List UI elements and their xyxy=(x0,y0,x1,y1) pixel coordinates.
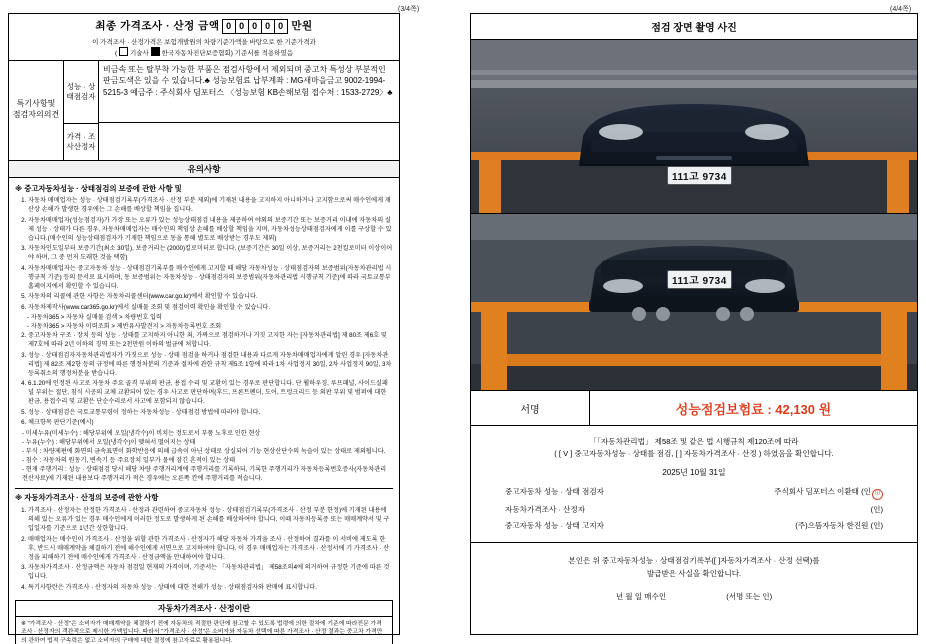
list-item: 4. 6.1.20에 인정된 사고로 자동차 주요 골격 부위의 판금, 용접 수리 및 교환이 있는 경우로 판단합니다. 단 휠하우징, 루프패널, 사이드실패널 부위는 절단, 침식 시공의 교체 교환되어 있는 경우 사고로 판단하며(후드, 프론트펜더, 도어, 트렁크리드 등 외판 부위 및 범퍼에 대한 판금, 용접수리 및 교환은 단순수리로서 사고에 포함되지 않습니다. xyxy=(28,380,393,407)
signatory-label: 중고자동차 성능 · 상태 점검자 xyxy=(505,487,604,497)
buyer-confirmation xyxy=(471,543,917,604)
list-item: 6. 자동차제작사(www.car365.go.kr)에서 실매물 조회 및 점검이력 확인을 확인할 수 있습니다. xyxy=(28,304,393,313)
list-item: 4. 자동차매매업자는 중고자동차 성능 · 상태점검기록부를 매수인에게 고지할 때 해당 자동차성능 · 상태점검자의 보증범위(자동차관리법 시행규칙 기준) 등의 문서로 표시하며, 동 보증범위는 자동차성능 · 상태점검자의 보증범위(자동차관리법 시행규칙 기준)에 따라 국토교통부 홈페이지에서 확인할 수 있습니다. xyxy=(28,265,393,292)
signatory-value: 주식회사 딤포터스 이환태 (인 印 xyxy=(774,486,883,500)
amount-unit: 만원 xyxy=(291,20,313,32)
buyer-sign-field: (서명 또는 인) xyxy=(726,592,773,602)
left-document xyxy=(8,13,400,644)
signature-row xyxy=(471,391,917,426)
section1-list xyxy=(15,197,393,312)
criteria-item: - 현재 주행거리 : 성능 · 상태점검 당시 해당 차량 주행거리계에 주행거리를 기록하되, 기록한 주행거리가 자동차등록번호증사(자동차관리 전산자료)에 기재된 내용보다 주행거리가 적은 경우에는 오른쪽 칸에 주행거리를 적습니다. xyxy=(22,465,387,482)
signatory-label: 자동차가격조사 · 산정자 xyxy=(505,505,586,515)
label-engineer: 기술사 xyxy=(129,49,149,57)
list-item: 3. 자동차인도일부터 보증기간(최소 30일), 보증거리는 (2000)킬로미터로 합니다. (보증기간은 30일 이상, 보증거리는 2천킬로미터 이상이어야 하며, 그 중 먼저 도래한 것을 택함) xyxy=(28,245,393,263)
list-item: 2. 매매업자는 매수인이 가격조사 · 산정을 위할 관한 가격조사 · 산정자가 해당 자동차 가격을 조사 · 산정하여 결과를 이 서비에 제도록 한 후, 반드시 매매계약을 체결하기 전에 해수인에게 서면으로 고지하여야 합니다. 이 경우 매매업자는 가격조사 · 산정서에 기 가격조사 · 산정을 피해하기 전에 매수인에게 가격조사 · 산정금액을 안내하여야 합니다. xyxy=(28,536,393,563)
criteria-item: - 미세누유(미세누수) : 해당부위에 오일(냉각수)이 비치는 정도로서 부품 노후로 인한 현상 xyxy=(22,429,261,437)
buyer-line-1: 본인은 위 중고자동차성능 · 상태점검기록부([ ]자동차가격조사 · 산정 선택)를 xyxy=(568,556,820,566)
page-marker-right: (4/4쪽) xyxy=(890,6,912,13)
list-item: 1. 가격조사 · 산정자는 산정한 가격조사 · 산정과 관련하여 중고자동차 성능 · 상태점검기록부(가격조사 · 산정 부분 한정)에 기재된 내용에 의해 있는 오류가 있는 경우 매수인에게 이러한 정도로 발생하게 된 손해를 배상하여야 합니다. 이때 자동차등록증 또는 매매계약서 및 구입일자를 기준으로 1년간 상한합니다. xyxy=(28,507,393,534)
opinion-table xyxy=(9,61,399,161)
list-item: 3. 자동차가격조사 · 산정금액은 자동차 점검일 현재의 가격이며, 기준서는 「자동차관리법」 제58조의4에 의거하여 규정한 기준에 따른 것입니다. xyxy=(28,564,393,582)
inspection-photo-lift xyxy=(471,214,917,391)
section1-title: ※ 중고자동차성능 · 상태점검의 보증에 관한 사항 및 xyxy=(15,183,182,193)
inspector-comment: 비금속 또는 탈부착 가능한 부품은 점검사항에서 제외되며 중고차 특성상 부분적인 판금도색은 있을 수 있습니다.♣ 성능보험료 납부계좌 : MG새마을금고 9002-1994-5215-3 예금주 : 주식회사 딤포터스 〈성능보험 KB손해보험 접수처 : 1533-2729〉♣ xyxy=(99,61,399,123)
amount-digit: 0 xyxy=(235,19,249,34)
list-item: 6. 체크항목 판단기준(예시) xyxy=(28,419,393,428)
amount-digit: 0 xyxy=(248,19,262,34)
signatory-rows xyxy=(487,486,901,532)
list-item: 1. 자동차 매매업자는 성능 · 상태점검기록부(가격조사 · 산정 부분 제외)에 기재된 내용을 고지하지 아니하거나 고지함으로써 매수인에게 재산상 손해가 발생한 경우에는 그 손해를 배상할 책임을 집니다. xyxy=(28,197,393,215)
license-plate-front: 111고 9734 xyxy=(667,166,732,185)
checkbox-association[interactable] xyxy=(151,47,160,56)
section2-list xyxy=(15,507,393,592)
price-note-1: 이 가격조사 · 산정가격은 보험개발원의 차량기준가액을 바탕으로 한 기준가격과 xyxy=(92,38,316,46)
signatory-value: (인) xyxy=(870,505,883,515)
definition-box-body: ※ "가격조사 · 산정"은 소비자가 매매계약을 체결하기 전에 자동차의 적절한 판단에 참고할 수 있도록 법령에 의한 절차에 기준에 따라전문 가격조사 · 산정자의 객관적으로 제시한 가액입니다. 따라서 "가격조사 · 산정"은 소비자와 자동차 선택에 따른 가격조사 · 산정 결과는 중고차 가격만의 관하여 법적 구속력은 없고 소비자의 구매에 대한 결정에 참고자료로 활용됩니다. xyxy=(15,617,393,644)
paren-open: ( xyxy=(115,49,118,57)
insurance-fee: 성능점검보험료 : 42,130 원 xyxy=(675,401,832,417)
amount-boxes xyxy=(223,19,288,34)
price-note-2 xyxy=(9,47,399,60)
legal-line-1: 「「자동차관리법」 제58조 및 같은 법 시행규칙 제120조에 따라 xyxy=(589,437,799,446)
table-row xyxy=(505,504,883,516)
list-item: 5. 자동차의 리콜에 관한 사항은 자동차리콜센터(www.car.go.kr)에서 확인할 수 있습니다. xyxy=(28,293,393,302)
list-subitem: - 자동차365 > 자동차 이력조회 > 제반유사발견지 > 자동차등록번호 조회 xyxy=(27,323,222,331)
checkbox-engineer[interactable] xyxy=(119,47,128,56)
list-item: 2. 중고자동차 구조 · 장치 등의 성능 · 상태를 고지하지 아니한 죄, 가짜으로 점검하거나 거짓 고지한 자는 [자동차관리법] 제 80조 제6호 및 제7호에 따라 2년 이하의 징역 또는 2천만원 이하의 벌금에 처합니다. xyxy=(28,332,393,350)
legal-statement xyxy=(471,426,917,543)
seal-icon: 印 xyxy=(872,489,883,500)
opinion-row-header: 특기사항및 점검자의의견 xyxy=(9,61,64,160)
buyer-line-2: 발급받은 사실을 확인합니다. xyxy=(646,569,742,579)
opinion-values xyxy=(99,61,399,160)
opinion-subheaders xyxy=(64,61,99,160)
page-marker-left: (3/4쪽) xyxy=(398,6,420,13)
amount-digit: 0 xyxy=(222,19,236,34)
definition-box-title: 자동차가격조사 · 산정이란 xyxy=(15,600,393,617)
caution-bar: 유의사항 xyxy=(9,161,399,178)
issue-date: 2025년 10월 31일 xyxy=(662,468,726,478)
signatory-label: 중고자동차 성능 · 상태 고지자 xyxy=(505,521,604,531)
right-document xyxy=(470,13,918,635)
inspector-label: 성능 · 상태점검자 xyxy=(64,61,98,124)
criteria-item: - 누유(누수) : 해당부위에서 오일(냉각수)이 맺혀서 떨어지는 상태 xyxy=(22,438,196,446)
license-plate-rear: 111고 9734 xyxy=(667,270,732,289)
label-association: 한국자동차진단보증협회) 기준서를 적용하였음 xyxy=(161,49,293,57)
photo-lift-illustration xyxy=(471,214,917,390)
list-item: 2. 자동차매매업자(성능점검자)가 가장 또는 오류가 있는 성능상태점검 내용을 제공하여 야외의 보증기간 또는 보증거리 이내에 자동차의 실제 성능 · 상태가 다른 경우, 자동차매매업자는 매수인의 책임상 손해를 배상할 책임을 지며, 자동차성능상태점검자에게 이를 구상할 수 있습니다.(매수인의 성능상태점검자가 기재한 책임으로 동을 통해 별도로 배상받는 경우도 제외) xyxy=(28,217,393,244)
price-header xyxy=(9,14,399,61)
price-title-row xyxy=(9,14,399,36)
appraiser-label: 가격 · 조사산정자 xyxy=(66,131,96,151)
criteria-item: - 부식 : 차량제편에 화면의 금속표면이 화학반응에 의해 급속이 아닌 상태로 상실되어 기능 현상산단수의 녹슬이 있는 상태로 제외됩니다. xyxy=(22,447,386,455)
caution-body xyxy=(9,178,399,597)
price-title: 최종 가격조사 · 산정 금액 xyxy=(95,20,220,32)
section1-list-2 xyxy=(15,332,393,428)
legal-line-2: ( [ V ] 중고자동차성능 · 상태를 점검, [ ] 자동차가격조사 · 산정 ) 하였음을 확인합니다. xyxy=(554,449,834,459)
photo-section-title: 점검 장면 촬영 사진 xyxy=(471,14,917,40)
photo-front-illustration xyxy=(471,40,917,213)
table-row xyxy=(505,486,883,500)
appraiser-comment xyxy=(99,123,399,159)
list-item: 4. 특기사항란은 가격조사 · 산정자의 자동차 성능 · 상태에 대한 견해가 성능 · 상태점검자와 판매에 표시합니다. xyxy=(28,584,393,593)
table-row xyxy=(505,520,883,532)
inspection-photo-front xyxy=(471,40,917,214)
signature-label: 서명 xyxy=(471,391,590,425)
amount-digit: 0 xyxy=(274,19,288,34)
signatory-value: (주)으뜸자동차 한진원 (인) xyxy=(795,521,883,531)
section2-title: ※ 자동차가격조사 · 산정의 보증에 관한 사항 xyxy=(15,493,159,503)
amount-digit: 0 xyxy=(261,19,275,34)
list-subitem: - 자동차365 > 자동차 실매물 검색 > 차량번호 입력 xyxy=(27,314,162,322)
buyer-date-field: 년 월 일 매수인 xyxy=(615,592,667,602)
list-item: 3. 성능 · 상태점검자자동차관리법자가 가짓으로 성능 · 상태 점검을 하거나 점검한 내용과 다르게 자동차매매업자에게 알린 경우 [자동차관리법] 제 82조 제2항 등의 규정에 따른 행정처분의 기준과 절차에 관한 규칙 제5조 1항에 따라 1차 사업정지 30일, 2차 사업정지 90일, 3차 등록취소의 행정처분을 받습니다. xyxy=(28,352,393,379)
list-item: 5. 성능 · 상태점검은 국토교통부령이 정하는 자동차성능 · 상태점검 방법에 따라야 합니다. xyxy=(28,409,393,418)
criteria-item: - 침수 : 자동차의 원동기, 변속기 등 주요장치 일부가 물에 잠긴 흔적이 있는 상태 xyxy=(22,456,236,464)
divider xyxy=(15,488,393,489)
buyer-signature-row xyxy=(497,591,891,604)
